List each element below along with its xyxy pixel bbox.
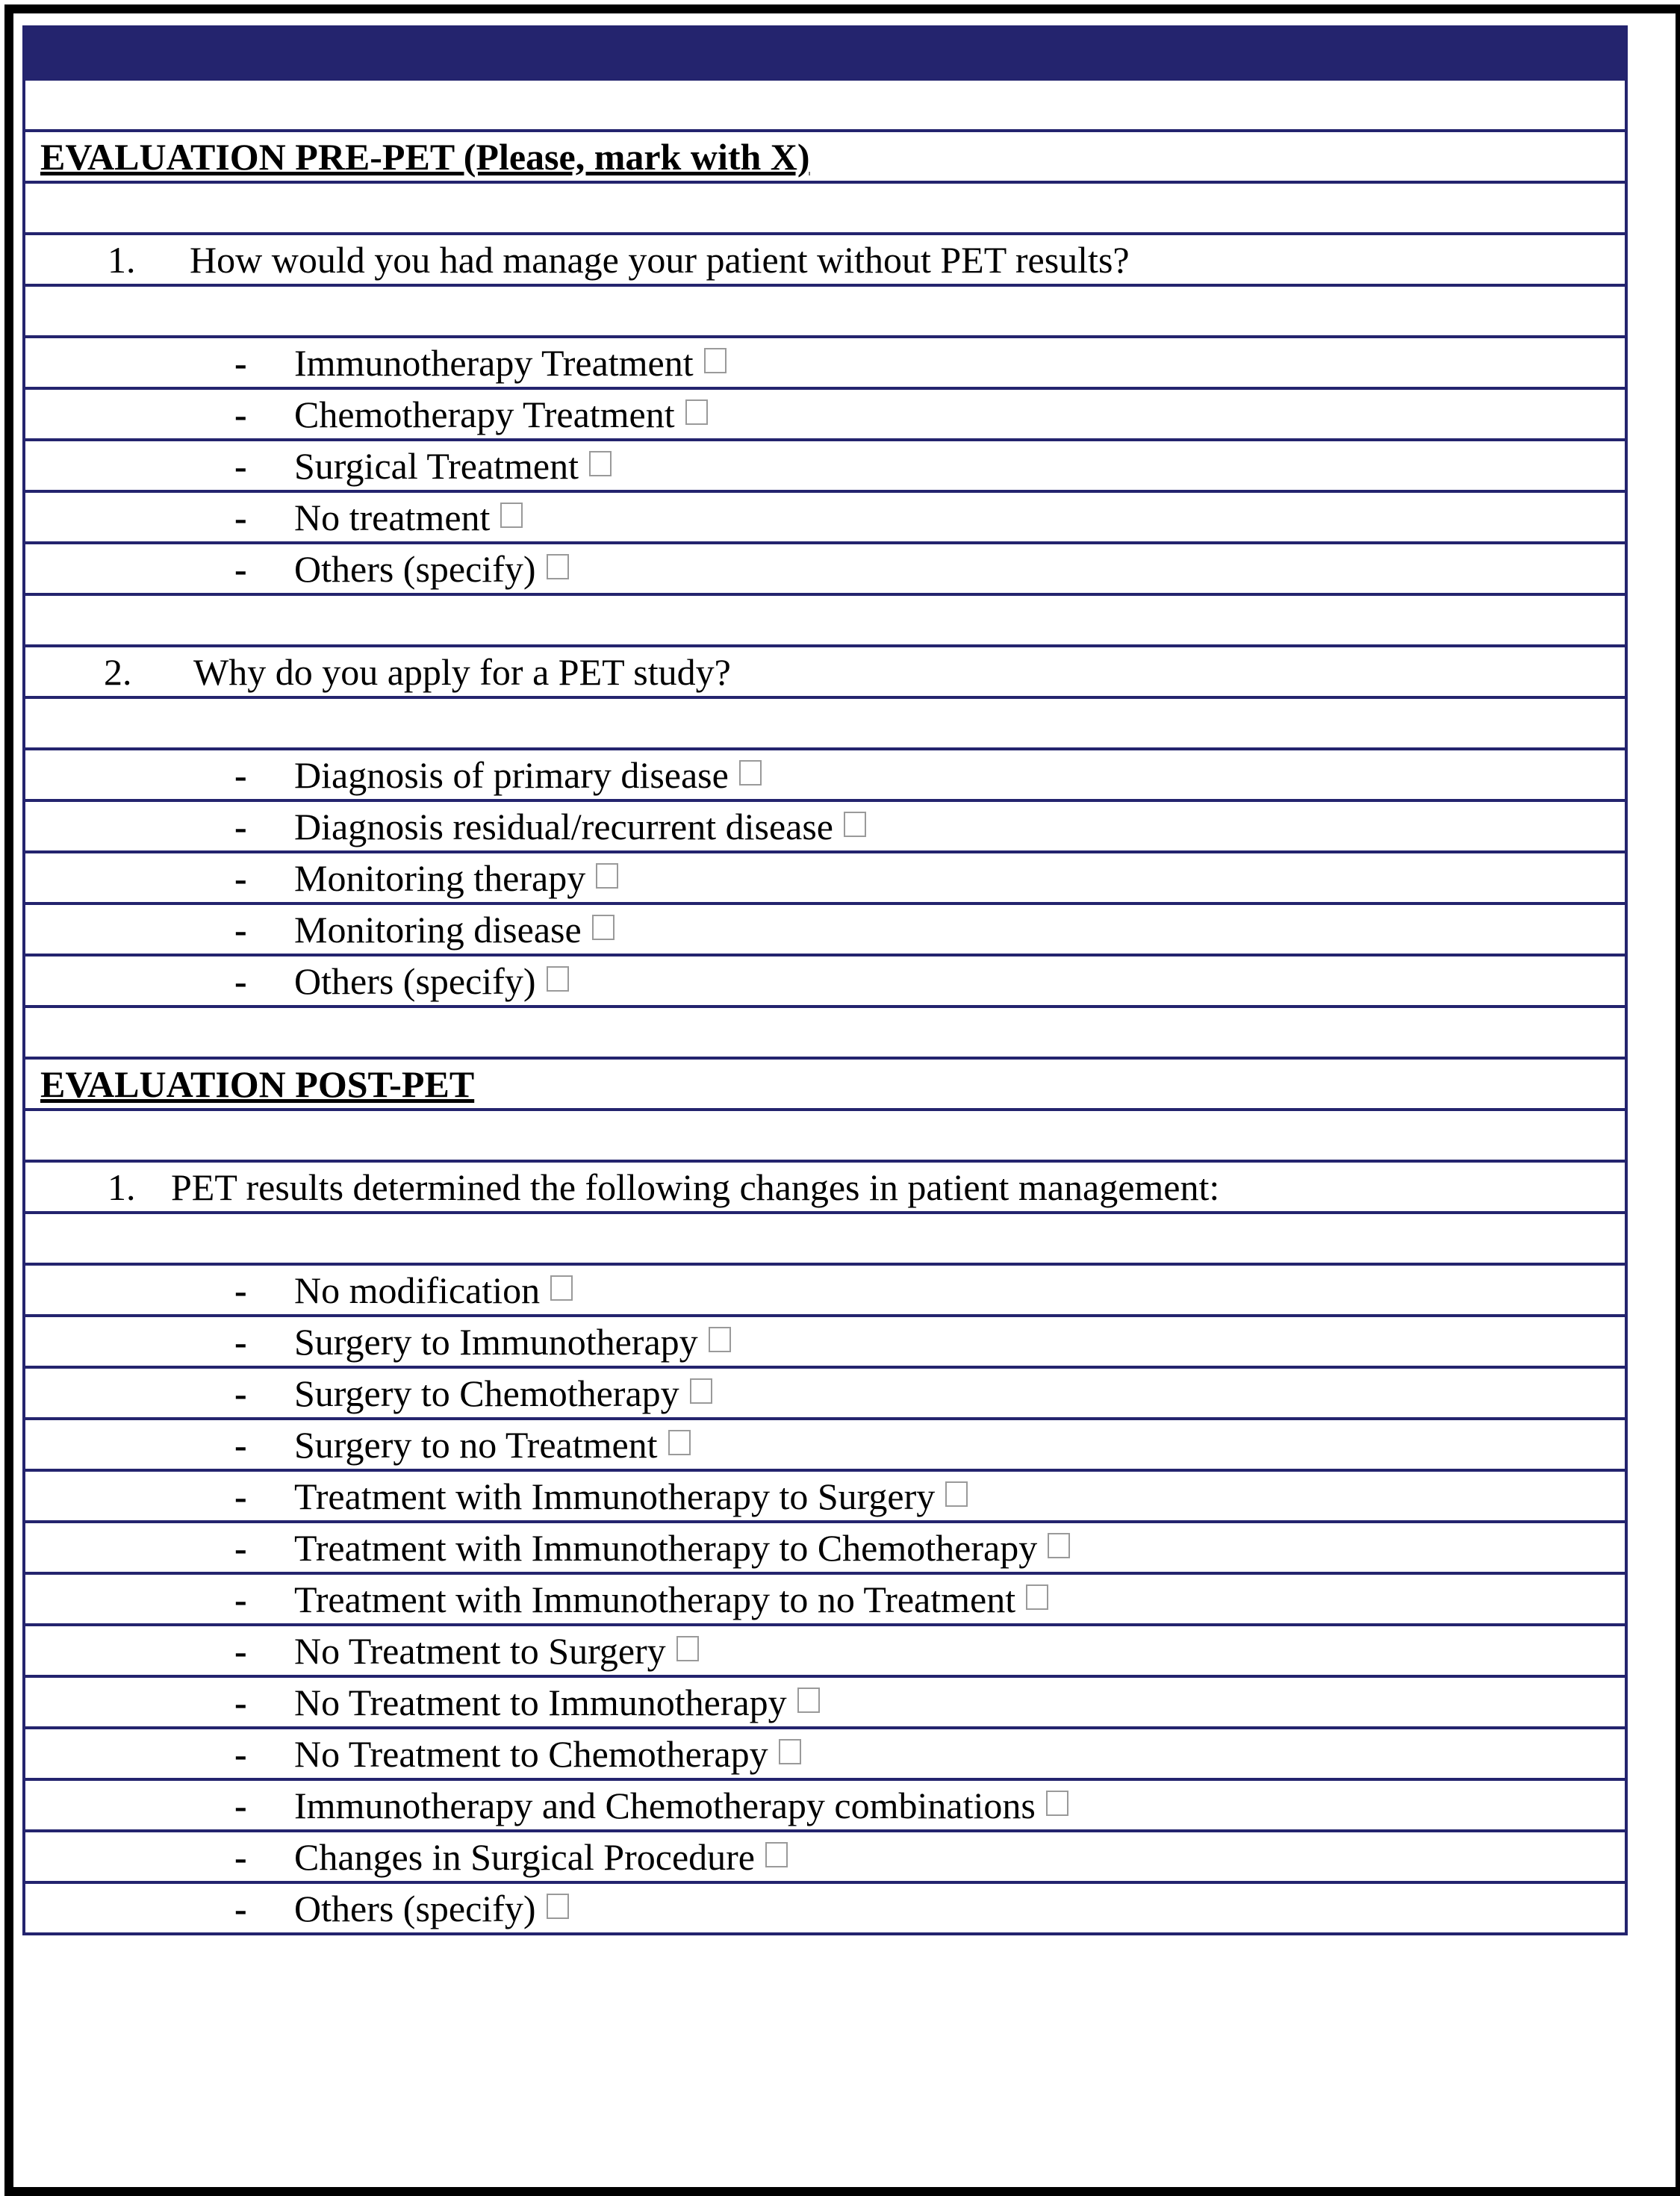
blank-row (25, 1211, 1625, 1263)
option-row (25, 1726, 1625, 1778)
option-label: No Treatment to Immunotherapy (294, 1681, 787, 1723)
checkbox[interactable] (550, 1275, 573, 1301)
bullet-dash: - (234, 1372, 247, 1414)
bullet-dash: - (234, 547, 247, 590)
bullet-dash: - (234, 1784, 247, 1826)
checkbox[interactable] (547, 554, 569, 579)
option-row (25, 1572, 1625, 1623)
pre-question-2 (25, 644, 1625, 696)
option-row (25, 1778, 1625, 1829)
blank-row (25, 78, 1625, 129)
form-header-bar (25, 25, 1625, 78)
option-label: Surgery to Immunotherapy (294, 1320, 698, 1363)
option-row (25, 1417, 1625, 1469)
blank-row (25, 181, 1625, 232)
bullet-dash: - (234, 444, 247, 487)
bullet-dash: - (234, 805, 247, 847)
blank-row (25, 284, 1625, 335)
option-row (25, 902, 1625, 954)
option-row (25, 850, 1625, 902)
option-label: Chemotherapy Treatment (294, 393, 675, 435)
option-row (25, 954, 1625, 1005)
checkbox[interactable] (779, 1739, 801, 1764)
option-row (25, 490, 1625, 541)
pre-question-1 (25, 232, 1625, 284)
option-label: Others (specify) (294, 959, 536, 1002)
option-label: No treatment (294, 496, 491, 538)
bullet-dash: - (234, 1578, 247, 1620)
option-label: No Treatment to Chemotherapy (294, 1732, 768, 1775)
question-number: 2. (104, 650, 132, 693)
option-label: Monitoring therapy (294, 856, 586, 899)
option-row (25, 747, 1625, 799)
option-row (25, 1314, 1625, 1366)
checkbox[interactable] (690, 1378, 712, 1404)
bullet-dash: - (234, 496, 247, 538)
checkbox[interactable] (592, 915, 615, 940)
blank-row (25, 1005, 1625, 1057)
checkbox[interactable] (709, 1327, 731, 1352)
checkbox[interactable] (704, 348, 727, 373)
option-label: Treatment with Immunotherapy to Chemotherapy (294, 1526, 1038, 1569)
question-number: 1. (108, 238, 136, 281)
question-text: PET results determined the following changes in patient management: (171, 1166, 1220, 1208)
checkbox[interactable] (668, 1430, 691, 1455)
checkbox[interactable] (1026, 1584, 1048, 1610)
option-label: Diagnosis of primary disease (294, 753, 729, 796)
option-row (25, 1469, 1625, 1520)
option-row (25, 1623, 1625, 1675)
option-row (25, 387, 1625, 438)
checkbox[interactable] (945, 1481, 968, 1507)
blank-row (25, 696, 1625, 747)
evaluation-form (22, 25, 1628, 1935)
checkbox[interactable] (676, 1636, 699, 1661)
checkbox[interactable] (765, 1842, 788, 1867)
bullet-dash: - (234, 1835, 247, 1878)
option-label: Immunotherapy and Chemotherapy combinations (294, 1784, 1036, 1826)
option-row (25, 1675, 1625, 1726)
option-label: Surgery to Chemotherapy (294, 1372, 679, 1414)
checkbox[interactable] (844, 812, 866, 837)
option-label: Changes in Surgical Procedure (294, 1835, 755, 1878)
option-label: No modification (294, 1269, 541, 1311)
option-label: Monitoring disease (294, 908, 582, 951)
checkbox[interactable] (500, 503, 523, 528)
bullet-dash: - (234, 1887, 247, 1929)
option-row (25, 1520, 1625, 1572)
option-row (25, 1366, 1625, 1417)
option-label: Immunotherapy Treatment (294, 341, 694, 384)
question-number: 1. (108, 1166, 136, 1208)
checkbox[interactable] (547, 1894, 569, 1919)
question-text: How would you had manage your patient without PET results? (190, 238, 1130, 281)
option-row (25, 799, 1625, 850)
bullet-dash: - (234, 1269, 247, 1311)
option-label: Surgery to no Treatment (294, 1423, 658, 1466)
checkbox[interactable] (1046, 1791, 1068, 1816)
post-pet-heading: EVALUATION POST-PET (25, 1057, 1625, 1108)
question-text: Why do you apply for a PET study? (193, 650, 731, 693)
option-row (25, 438, 1625, 490)
bullet-dash: - (234, 908, 247, 951)
bullet-dash: - (234, 959, 247, 1002)
option-label: Others (specify) (294, 547, 536, 590)
bullet-dash: - (234, 393, 247, 435)
bullet-dash: - (234, 1629, 247, 1672)
bullet-dash: - (234, 1320, 247, 1363)
bullet-dash: - (234, 1423, 247, 1466)
option-row (25, 541, 1625, 593)
option-label: Surgical Treatment (294, 444, 579, 487)
checkbox[interactable] (685, 399, 708, 425)
bullet-dash: - (234, 1732, 247, 1775)
checkbox[interactable] (589, 451, 612, 476)
option-label: Diagnosis residual/recurrent disease (294, 805, 833, 847)
option-label: Others (specify) (294, 1887, 536, 1929)
option-row (25, 1829, 1625, 1881)
pre-pet-heading: EVALUATION PRE-PET (Please, mark with X) (25, 129, 1625, 181)
bullet-dash: - (234, 341, 247, 384)
bullet-dash: - (234, 753, 247, 796)
bullet-dash: - (234, 856, 247, 899)
blank-row (25, 1108, 1625, 1160)
option-row (25, 335, 1625, 387)
bullet-dash: - (234, 1475, 247, 1517)
option-label: No Treatment to Surgery (294, 1629, 666, 1672)
blank-row (25, 593, 1625, 644)
bullet-dash: - (234, 1526, 247, 1569)
checkbox[interactable] (739, 760, 762, 786)
option-row (25, 1263, 1625, 1314)
post-question-1 (25, 1160, 1625, 1211)
checkbox[interactable] (596, 863, 618, 889)
bullet-dash: - (234, 1681, 247, 1723)
checkbox[interactable] (547, 966, 569, 992)
option-label: Treatment with Immunotherapy to no Treatment (294, 1578, 1016, 1620)
checkbox[interactable] (1048, 1533, 1070, 1558)
checkbox[interactable] (797, 1688, 820, 1713)
option-row (25, 1881, 1625, 1932)
option-label: Treatment with Immunotherapy to Surgery (294, 1475, 936, 1517)
